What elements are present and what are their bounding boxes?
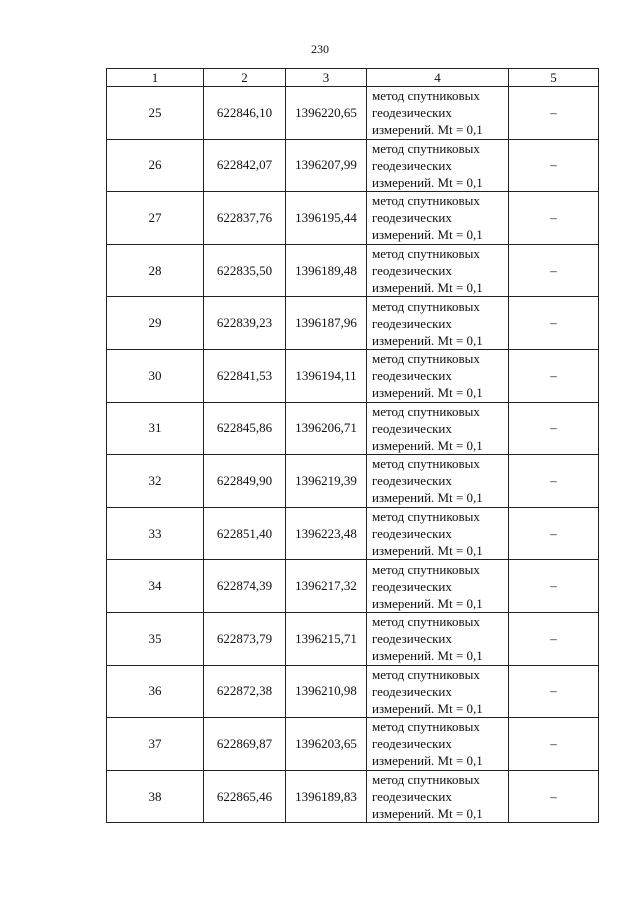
point-number-cell: 25 (107, 87, 204, 140)
coordinate-y-cell: 1396189,83 (286, 770, 367, 823)
method-line: геодезических (372, 736, 452, 752)
note-cell: – (509, 244, 599, 297)
coordinate-y-cell: 1396215,71 (286, 612, 367, 665)
page-number: 230 (311, 42, 329, 56)
coordinate-y-cell: 1396219,39 (286, 455, 367, 508)
coordinates-table (106, 68, 599, 823)
method-line: метод спутниковых (372, 719, 480, 735)
method-line: метод спутниковых (372, 351, 480, 367)
note-cell: – (509, 560, 599, 613)
note-cell: – (509, 507, 599, 560)
point-number-cell: 33 (107, 507, 204, 560)
method-cell (367, 612, 509, 665)
table-row (107, 612, 599, 665)
method-cell (367, 560, 509, 613)
method-cell (367, 507, 509, 560)
coordinate-y-cell: 1396203,65 (286, 718, 367, 771)
coordinate-y-cell: 1396187,96 (286, 297, 367, 350)
column-header-5: 5 (509, 69, 599, 87)
note-cell: – (509, 665, 599, 718)
table-row (107, 244, 599, 297)
table-row (107, 560, 599, 613)
method-line: измерений. Mt = 0,1 (372, 174, 483, 190)
coordinate-y-cell: 1396207,99 (286, 139, 367, 192)
table-row (107, 139, 599, 192)
note-cell: – (509, 612, 599, 665)
point-number-cell: 30 (107, 349, 204, 402)
method-line: измерений. Mt = 0,1 (372, 595, 483, 611)
method-line: метод спутниковых (372, 772, 480, 788)
method-line: геодезических (372, 210, 452, 226)
coordinate-x-cell: 622842,07 (204, 139, 286, 192)
method-cell (367, 455, 509, 508)
method-line: измерений. Mt = 0,1 (372, 753, 483, 769)
note-cell: – (509, 455, 599, 508)
coordinate-x-cell: 622851,40 (204, 507, 286, 560)
table-row (107, 192, 599, 245)
column-header-4: 4 (367, 69, 509, 87)
point-number-cell: 38 (107, 770, 204, 823)
coordinate-y-cell: 1396194,11 (286, 349, 367, 402)
method-line: метод спутниковых (372, 88, 480, 104)
point-number-cell: 37 (107, 718, 204, 771)
table-row (107, 297, 599, 350)
method-line: измерений. Mt = 0,1 (372, 122, 483, 138)
point-number-cell: 36 (107, 665, 204, 718)
point-number-cell: 26 (107, 139, 204, 192)
method-line: геодезических (372, 578, 452, 594)
coordinate-x-cell: 622845,86 (204, 402, 286, 455)
method-line: геодезических (372, 420, 452, 436)
method-line: измерений. Mt = 0,1 (372, 280, 483, 296)
point-number-cell: 32 (107, 455, 204, 508)
note-cell: – (509, 297, 599, 350)
coordinate-y-cell: 1396195,44 (286, 192, 367, 245)
coordinate-y-cell: 1396217,32 (286, 560, 367, 613)
coordinate-x-cell: 622873,79 (204, 612, 286, 665)
coordinate-x-cell: 622835,50 (204, 244, 286, 297)
method-line: геодезических (372, 631, 452, 647)
method-line: геодезических (372, 263, 452, 279)
coordinate-y-cell: 1396189,48 (286, 244, 367, 297)
table-row (107, 507, 599, 560)
method-line: метод спутниковых (372, 298, 480, 314)
coordinate-y-cell: 1396206,71 (286, 402, 367, 455)
point-number-cell: 29 (107, 297, 204, 350)
table-row (107, 455, 599, 508)
coordinate-x-cell: 622869,87 (204, 718, 286, 771)
method-line: измерений. Mt = 0,1 (372, 490, 483, 506)
method-line: метод спутниковых (372, 193, 480, 209)
method-line: метод спутниковых (372, 614, 480, 630)
coordinate-x-cell: 622865,46 (204, 770, 286, 823)
coordinate-x-cell: 622837,76 (204, 192, 286, 245)
method-line: измерений. Mt = 0,1 (372, 648, 483, 664)
method-line: метод спутниковых (372, 666, 480, 682)
method-line: геодезических (372, 789, 452, 805)
table-row (107, 665, 599, 718)
coordinate-x-cell: 622841,53 (204, 349, 286, 402)
method-line: измерений. Mt = 0,1 (372, 700, 483, 716)
method-line: измерений. Mt = 0,1 (372, 332, 483, 348)
coordinate-x-cell: 622849,90 (204, 455, 286, 508)
table-row (107, 770, 599, 823)
method-line: геодезических (372, 105, 452, 121)
coordinate-x-cell: 622846,10 (204, 87, 286, 140)
method-cell (367, 770, 509, 823)
method-line: геодезических (372, 368, 452, 384)
point-number-cell: 27 (107, 192, 204, 245)
table-body (107, 87, 599, 823)
point-number-cell: 28 (107, 244, 204, 297)
method-line: метод спутниковых (372, 246, 480, 262)
table-row (107, 87, 599, 140)
method-line: метод спутниковых (372, 403, 480, 419)
note-cell: – (509, 87, 599, 140)
method-cell (367, 349, 509, 402)
method-line: метод спутниковых (372, 509, 480, 525)
note-cell: – (509, 139, 599, 192)
method-line: измерений. Mt = 0,1 (372, 385, 483, 401)
column-header-3: 3 (286, 69, 367, 87)
method-line: геодезических (372, 157, 452, 173)
column-header-1: 1 (107, 69, 204, 87)
note-cell: – (509, 402, 599, 455)
table-header (107, 69, 599, 87)
method-line: геодезических (372, 683, 452, 699)
method-cell (367, 87, 509, 140)
coordinate-y-cell: 1396210,98 (286, 665, 367, 718)
header-row (107, 69, 599, 87)
note-cell: – (509, 770, 599, 823)
table-row (107, 349, 599, 402)
method-line: измерений. Mt = 0,1 (372, 543, 483, 559)
note-cell: – (509, 349, 599, 402)
point-number-cell: 31 (107, 402, 204, 455)
column-header-2: 2 (204, 69, 286, 87)
coordinate-y-cell: 1396223,48 (286, 507, 367, 560)
table-row (107, 718, 599, 771)
method-cell (367, 665, 509, 718)
method-line: геодезических (372, 526, 452, 542)
coordinate-y-cell: 1396220,65 (286, 87, 367, 140)
method-line: измерений. Mt = 0,1 (372, 227, 483, 243)
table-row (107, 402, 599, 455)
method-line: метод спутниковых (372, 456, 480, 472)
note-cell: – (509, 718, 599, 771)
method-cell (367, 244, 509, 297)
method-cell (367, 402, 509, 455)
method-line: геодезических (372, 473, 452, 489)
method-line: измерений. Mt = 0,1 (372, 437, 483, 453)
coordinate-x-cell: 622839,23 (204, 297, 286, 350)
point-number-cell: 35 (107, 612, 204, 665)
method-cell (367, 139, 509, 192)
method-cell (367, 192, 509, 245)
method-line: метод спутниковых (372, 561, 480, 577)
method-line: измерений. Mt = 0,1 (372, 806, 483, 822)
method-cell (367, 297, 509, 350)
coordinate-x-cell: 622872,38 (204, 665, 286, 718)
method-cell (367, 718, 509, 771)
point-number-cell: 34 (107, 560, 204, 613)
method-line: метод спутниковых (372, 140, 480, 156)
coordinate-x-cell: 622874,39 (204, 560, 286, 613)
note-cell: – (509, 192, 599, 245)
method-line: геодезических (372, 315, 452, 331)
